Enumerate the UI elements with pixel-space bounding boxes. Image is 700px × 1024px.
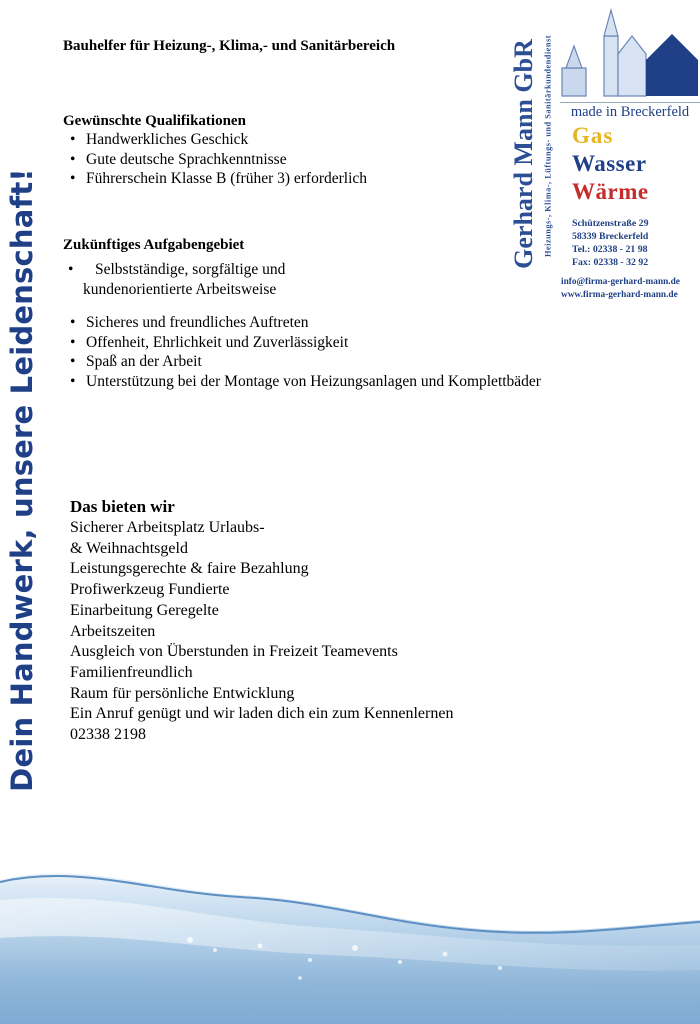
tasks-first-item: • Selbstständige, sorgfältige und kundenorientierte Arbeitsweise: [68, 261, 286, 298]
company-name: Gerhard Mann GbR: [509, 39, 538, 269]
offer-line: Leistungsgerechte & faire Bezahlung: [70, 560, 309, 578]
offer-line: Profiwerkzeug Fundierte: [70, 581, 230, 599]
wasser-label: Wasser: [572, 151, 647, 176]
company-logo: [510, 6, 700, 306]
offer-line: & Weihnachtsgeld: [70, 539, 188, 557]
made-in-label: made in Breckerfeld: [560, 102, 700, 121]
city: 58339 Breckerfeld: [572, 231, 649, 242]
water-wave-image: [0, 850, 700, 1024]
vertical-slogan: [0, 0, 46, 850]
email-link[interactable]: info@firma-gerhard-mann.de: [561, 277, 680, 287]
bullet: •: [70, 314, 76, 331]
website-link[interactable]: www.firma-gerhard-mann.de: [561, 290, 678, 300]
offer-heading: Das bieten wir: [70, 497, 175, 516]
bullet: •: [70, 170, 76, 187]
bullet: •: [68, 261, 74, 278]
fax: Fax: 02338 - 32 92: [572, 257, 649, 268]
bullet: •: [70, 333, 76, 351]
list-item: • Unterstützung bei der Montage von Heizungsanlagen und Komplettbäder: [70, 372, 541, 390]
address-block: [572, 217, 648, 269]
tasks-heading: Zukünftiges Aufgabengebiet: [63, 237, 245, 253]
list-item: • Sicheres und freundliches Auftreten: [70, 314, 309, 331]
slogan-text: Dein Handwerk, unsere Leidenschaft!: [5, 168, 39, 792]
offer-line: Arbeitszeiten: [70, 622, 156, 640]
street: Schützenstraße 29: [572, 218, 649, 229]
job-title: Bauhelfer für Heizung-, Klima,- und Sanitärbereich: [63, 38, 396, 54]
list-item: • Offenheit, Ehrlichkeit und Zuverlässigkeit: [70, 333, 349, 351]
gas-label: Gas: [572, 123, 614, 148]
list-item: • Spaß an der Arbeit: [70, 353, 202, 370]
offer-line: Ausgleich von Überstunden in Freizeit Teamevents: [70, 643, 398, 661]
offer-line: Einarbeitung Geregelte: [70, 601, 219, 619]
phone-number: 02338 2198: [70, 726, 146, 744]
offer-line: Raum für persönliche Entwicklung: [70, 684, 295, 702]
contact-links: [561, 276, 680, 302]
list-item: • Handwerkliches Geschick: [70, 131, 249, 148]
offer-lines: [70, 518, 630, 746]
offer-line: Ein Anruf genügt und wir laden dich ein zum Kennenlernen: [70, 705, 454, 723]
qualifications-list: [63, 130, 493, 189]
phone: Tel.: 02338 - 21 98: [572, 244, 648, 255]
qualifications-section: [63, 113, 493, 189]
bullet: •: [70, 353, 76, 370]
bullet: •: [70, 131, 76, 148]
company-subtitle: Heizungs-, Klima-, Lüftungs- und Sanitärkundendienst: [543, 35, 553, 257]
list-item: • Führerschein Klasse B (früher 3) erforderlich: [70, 170, 368, 187]
offer-line: Familienfreundlich: [70, 663, 193, 681]
qualifications-heading: Gewünschte Qualifikationen: [63, 113, 246, 129]
tasks-list: [63, 313, 663, 391]
offer-section: [70, 497, 630, 746]
waerme-label: Wärme: [572, 179, 649, 204]
offer-line: Sicherer Arbeitsplatz Urlaubs-: [70, 519, 265, 536]
church-houses-icon: [560, 6, 700, 98]
bullet: •: [70, 372, 76, 390]
list-item: • Gute deutsche Sprachkenntnisse: [70, 150, 287, 168]
bullet: •: [70, 150, 76, 168]
